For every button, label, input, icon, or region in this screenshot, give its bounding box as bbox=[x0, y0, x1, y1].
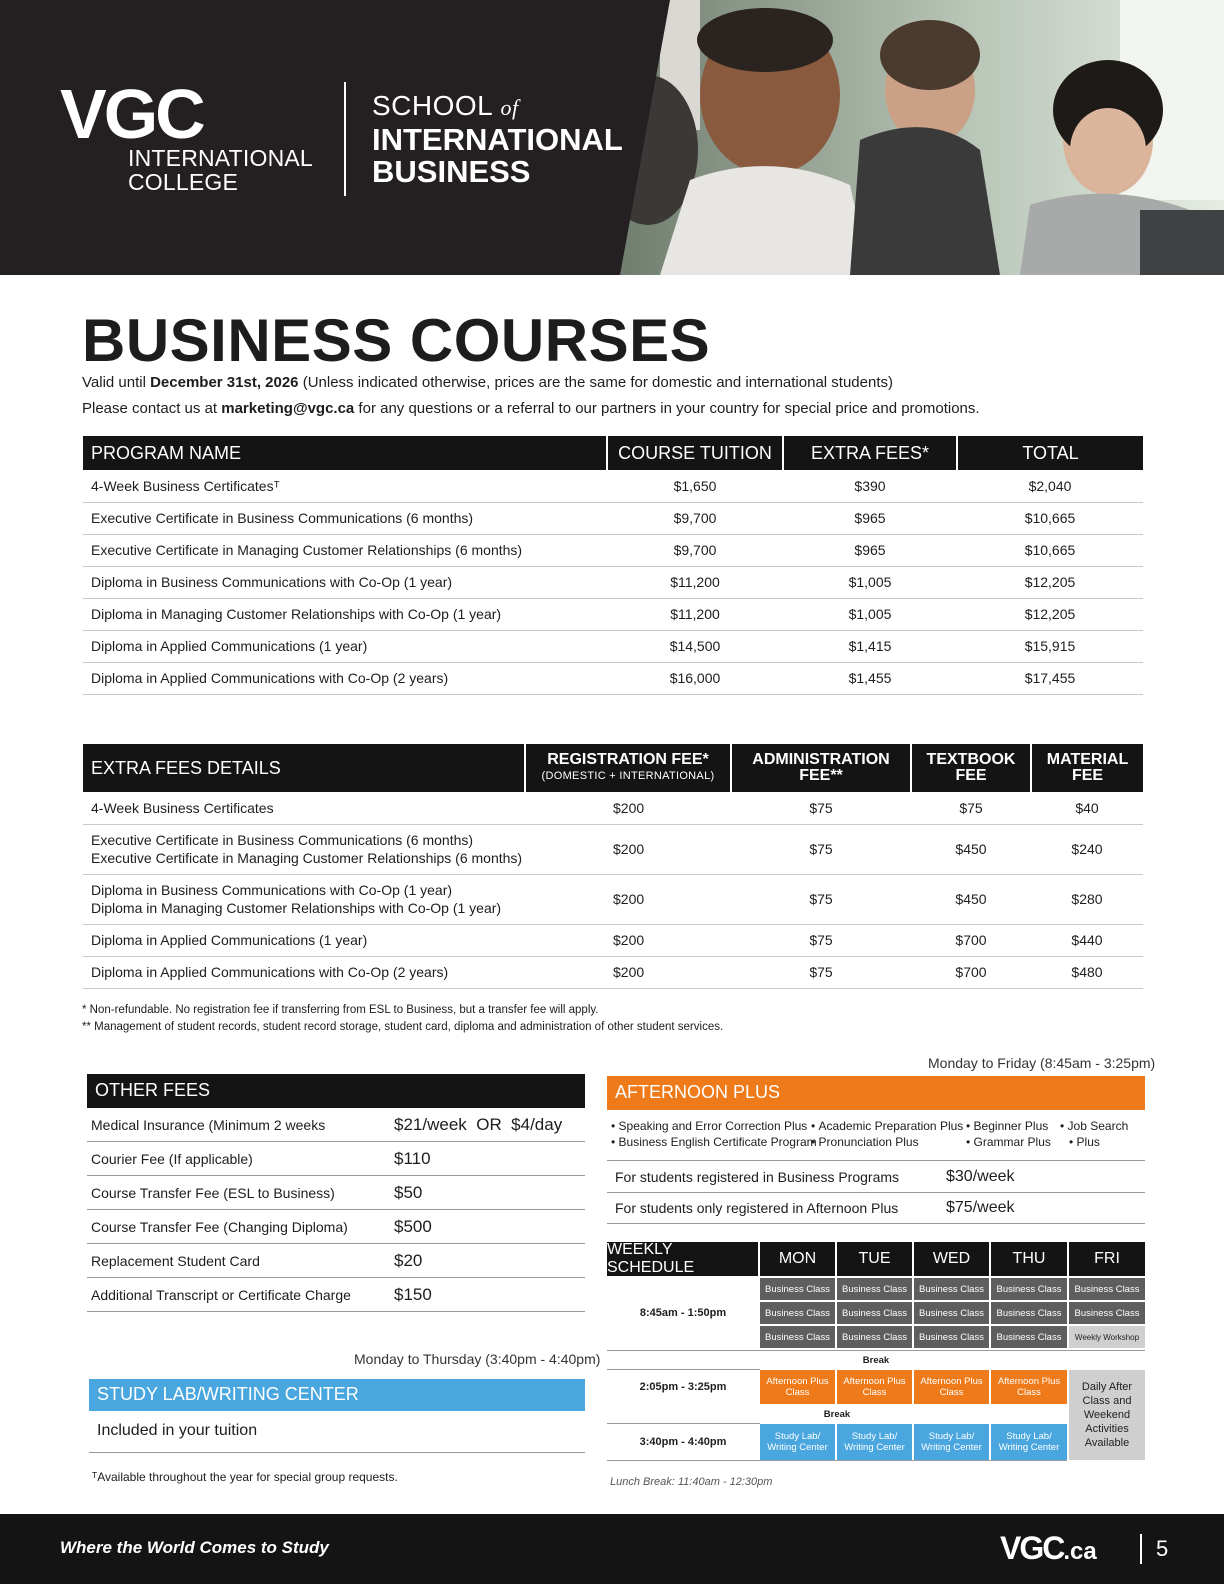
list-item bbox=[87, 1142, 585, 1176]
extra-fees: $1,455 bbox=[783, 662, 957, 694]
contact-post: for any questions or a referral to our partners in your country for special price and promotions. bbox=[354, 400, 980, 417]
admin-header-2: FEE** bbox=[799, 767, 843, 784]
study-lab-heading: STUDY LAB/WRITING CENTER bbox=[89, 1379, 585, 1411]
program-name bbox=[83, 824, 525, 874]
col-program-name: PROGRAM NAME bbox=[83, 436, 607, 470]
afternoon-plus-cell: Afternoon Plus Class bbox=[991, 1370, 1067, 1404]
program-name-line: Executive Certificate in Business Communications (6 months) bbox=[91, 832, 474, 848]
program-item: • Academic Preparation Plus bbox=[811, 1118, 963, 1134]
course-tuition: $14,500 bbox=[607, 630, 783, 662]
program-column bbox=[966, 1118, 1051, 1150]
table-row bbox=[83, 792, 1143, 824]
break-row: Break bbox=[607, 1350, 1145, 1370]
study-lab-cell: Study Lab/ Writing Center bbox=[914, 1424, 989, 1460]
administration-fee: $75 bbox=[731, 924, 911, 956]
lunch-break-note: Lunch Break: 11:40am - 12:30pm bbox=[610, 1476, 773, 1488]
textbook-fee: $450 bbox=[911, 824, 1031, 874]
vgc-logo bbox=[60, 75, 203, 153]
footer-divider bbox=[1140, 1534, 1142, 1564]
extra-fees: $390 bbox=[783, 470, 957, 502]
extra-fees-table bbox=[83, 744, 1143, 989]
administration-fee: $75 bbox=[731, 874, 911, 924]
day-wed: WED bbox=[914, 1242, 989, 1276]
registration-fee: $200 bbox=[525, 874, 731, 924]
extra-fees: $1,415 bbox=[783, 630, 957, 662]
total: $12,205 bbox=[957, 598, 1143, 630]
business-class-cell: Business Class bbox=[1069, 1302, 1145, 1324]
valid-pre: Valid until bbox=[82, 374, 151, 391]
extra-fees: $965 bbox=[783, 534, 957, 566]
footer-logo-ext: .ca bbox=[1063, 1538, 1097, 1565]
program-name bbox=[83, 874, 525, 924]
fee-label: Medical Insurance (Minimum 2 weeks bbox=[91, 1116, 326, 1133]
school-line-2: INTERNATIONAL bbox=[372, 122, 623, 157]
list-item bbox=[87, 1176, 585, 1210]
material-fee: $280 bbox=[1031, 874, 1143, 924]
table-row bbox=[83, 598, 1143, 630]
school-line-1 bbox=[372, 90, 623, 124]
material-header-2: FEE bbox=[1071, 767, 1104, 784]
fee-notes bbox=[82, 1002, 723, 1036]
administration-fee: $75 bbox=[731, 792, 911, 824]
table-row bbox=[83, 924, 1143, 956]
table-row bbox=[83, 662, 1143, 694]
program-name bbox=[83, 956, 525, 988]
afternoon-plus-cell: Afternoon Plus Class bbox=[760, 1370, 835, 1404]
fee-value: $500 bbox=[394, 1216, 432, 1236]
footer-tagline: Where the World Comes to Study bbox=[60, 1538, 329, 1557]
total: $10,665 bbox=[957, 534, 1143, 566]
table-row bbox=[83, 956, 1143, 988]
day-mon: MON bbox=[760, 1242, 835, 1276]
fee-label: Additional Transcript or Certificate Charge bbox=[91, 1286, 351, 1303]
textbook-fee: $75 bbox=[911, 792, 1031, 824]
table-header-row bbox=[83, 744, 1143, 792]
contact-note bbox=[82, 400, 980, 417]
afternoon-plus-price-row bbox=[607, 1192, 1145, 1224]
list-item bbox=[87, 1278, 585, 1312]
weekly-schedule bbox=[607, 1242, 1145, 1472]
program-item: • Grammar Plus bbox=[966, 1134, 1051, 1150]
fee-value: $150 bbox=[394, 1284, 432, 1304]
course-tuition: $9,700 bbox=[607, 502, 783, 534]
col-extra-fees: EXTRA FEES* bbox=[783, 436, 957, 470]
program-column bbox=[1060, 1118, 1128, 1150]
logo-divider bbox=[344, 82, 346, 196]
afternoon-plus-hours: Monday to Friday (8:45am - 3:25pm) bbox=[928, 1055, 1156, 1071]
material-fee: $240 bbox=[1031, 824, 1143, 874]
schedule-rule bbox=[607, 1369, 760, 1370]
day-tue: TUE bbox=[837, 1242, 912, 1276]
program-name-line: Diploma in Business Communications with Co-Op (1 year) bbox=[91, 882, 453, 898]
other-fees-heading: OTHER FEES bbox=[87, 1074, 585, 1108]
program-item: • Speaking and Error Correction Plus bbox=[611, 1118, 817, 1134]
course-tuition: $1,650 bbox=[607, 470, 783, 502]
daily-after-class-cell: Daily After Class and Weekend Activities Available bbox=[1069, 1370, 1145, 1460]
footer bbox=[0, 1514, 1224, 1584]
fee-value: $110 bbox=[394, 1148, 431, 1168]
program-item: • Pronunciation Plus bbox=[811, 1134, 963, 1150]
table-row bbox=[83, 874, 1143, 924]
administration-fee: $75 bbox=[731, 824, 911, 874]
contact-email[interactable]: marketing@vgc.ca bbox=[221, 400, 355, 417]
program-name-line: 4-Week Business Certificates bbox=[91, 799, 274, 816]
logo-text: VGC bbox=[60, 75, 203, 153]
study-lab-body: Included in your tuition bbox=[89, 1413, 585, 1453]
day-fri: FRI bbox=[1069, 1242, 1145, 1276]
business-class-cell: Business Class bbox=[837, 1278, 912, 1300]
table-row bbox=[83, 470, 1143, 502]
school-line-3: BUSINESS bbox=[372, 154, 531, 189]
col-textbook-fee bbox=[911, 744, 1031, 792]
registration-fee: $200 bbox=[525, 924, 731, 956]
program-item-continued: • Plus bbox=[1060, 1134, 1128, 1150]
total: $10,665 bbox=[957, 502, 1143, 534]
program-name-line: Diploma in Applied Communications with Co-Op (2 years) bbox=[91, 964, 449, 980]
program-column bbox=[811, 1118, 963, 1150]
material-fee: $480 bbox=[1031, 956, 1143, 988]
fee-label: Replacement Student Card bbox=[91, 1252, 260, 1269]
business-class-cell: Business Class bbox=[991, 1278, 1067, 1300]
afternoon-plus-heading: AFTERNOON PLUS bbox=[607, 1076, 1145, 1110]
table-row bbox=[83, 566, 1143, 598]
time-slot-afternoon: 2:05pm - 3:25pm bbox=[639, 1381, 727, 1393]
program-name: Diploma in Managing Customer Relationships with Co-Op (1 year) bbox=[83, 598, 607, 630]
program-name: Executive Certificate in Managing Customer Relationships (6 months) bbox=[83, 534, 607, 566]
schedule-bottom-rule bbox=[607, 1460, 1067, 1461]
course-tuition: $11,200 bbox=[607, 598, 783, 630]
price-label: For students only registered in Afternoon Plus bbox=[615, 1200, 899, 1216]
price-label: For students registered in Business Programs bbox=[615, 1168, 900, 1185]
program-name-line: Diploma in Managing Customer Relationships with Co-Op (1 year) bbox=[91, 900, 502, 916]
program-name bbox=[83, 924, 525, 956]
program-item: • Beginner Plus bbox=[966, 1118, 1051, 1134]
business-class-cell: Business Class bbox=[837, 1326, 912, 1348]
program-item: • Business English Certificate Program bbox=[611, 1134, 817, 1150]
logo-subtitle bbox=[128, 146, 313, 194]
list-item bbox=[87, 1210, 585, 1244]
logo-sub-line-2: COLLEGE bbox=[128, 169, 239, 195]
registration-fee: $200 bbox=[525, 824, 731, 874]
school-name bbox=[372, 90, 623, 188]
table-row bbox=[83, 824, 1143, 874]
course-tuition: $9,700 bbox=[607, 534, 783, 566]
total: $15,915 bbox=[957, 630, 1143, 662]
textbook-header-1: TEXTBOOK bbox=[926, 751, 1016, 768]
study-lab-cell: Study Lab/ Writing Center bbox=[760, 1424, 835, 1460]
school-of: of bbox=[500, 95, 519, 120]
page-number: 5 bbox=[1156, 1536, 1169, 1561]
program-name: 4-Week Business Certificatesᵀ bbox=[83, 470, 607, 502]
afternoon-plus-price-row bbox=[607, 1160, 1145, 1192]
program-name bbox=[83, 792, 525, 824]
fee-label: Course Transfer Fee (Changing Diploma) bbox=[91, 1218, 348, 1235]
material-fee: $440 bbox=[1031, 924, 1143, 956]
col-total: TOTAL bbox=[957, 436, 1143, 470]
textbook-fee: $700 bbox=[911, 956, 1031, 988]
contact-pre: Please contact us at bbox=[82, 400, 222, 417]
study-lab-cell: Study Lab/ Writing Center bbox=[991, 1424, 1067, 1460]
fee-value: $21/week OR $4/day bbox=[394, 1114, 563, 1134]
business-class-cell: Business Class bbox=[991, 1326, 1067, 1348]
table-row bbox=[83, 630, 1143, 662]
school-word: SCHOOL bbox=[372, 90, 493, 121]
page-title: BUSINESS COURSES bbox=[82, 307, 711, 374]
textbook-header-2: FEE bbox=[955, 767, 987, 784]
note-management: ** Management of student records, student record storage, student card, diploma and administration of other student services. bbox=[82, 1021, 724, 1033]
total: $12,205 bbox=[957, 566, 1143, 598]
total: $17,455 bbox=[957, 662, 1143, 694]
business-class-cell: Business Class bbox=[760, 1278, 835, 1300]
col-administration-fee bbox=[731, 744, 911, 792]
program-name-line: Diploma in Applied Communications (1 year) bbox=[91, 932, 368, 948]
table-row bbox=[83, 502, 1143, 534]
footer-logo bbox=[1000, 1530, 1097, 1567]
time-slot-study-lab: 3:40pm - 4:40pm bbox=[639, 1436, 727, 1448]
col-material-fee bbox=[1031, 744, 1143, 792]
weekly-workshop-cell: Weekly Workshop bbox=[1069, 1326, 1145, 1348]
list-item bbox=[87, 1108, 585, 1142]
textbook-fee: $700 bbox=[911, 924, 1031, 956]
study-lab-cell: Study Lab/ Writing Center bbox=[837, 1424, 912, 1460]
business-class-cell: Business Class bbox=[1069, 1278, 1145, 1300]
reg-header-sub: (DOMESTIC + INTERNATIONAL) bbox=[541, 770, 715, 782]
program-name-line: Executive Certificate in Managing Customer Relationships (6 months) bbox=[91, 850, 523, 866]
valid-date: December 31st, 2026 bbox=[150, 374, 299, 391]
course-tuition: $11,200 bbox=[607, 566, 783, 598]
textbook-fee: $450 bbox=[911, 874, 1031, 924]
program-item: • Job Search bbox=[1060, 1118, 1128, 1134]
col-course-tuition: COURSE TUITION bbox=[607, 436, 783, 470]
program-name: Diploma in Business Communications with Co-Op (1 year) bbox=[83, 566, 607, 598]
program-name: Executive Certificate in Business Communications (6 months) bbox=[83, 502, 607, 534]
program-column bbox=[611, 1118, 817, 1150]
fee-value: $20 bbox=[394, 1250, 423, 1270]
study-lab-hours: Monday to Thursday (3:40pm - 4:40pm) bbox=[354, 1351, 601, 1367]
extra-fees: $965 bbox=[783, 502, 957, 534]
list-item bbox=[87, 1244, 585, 1278]
note-non-refundable: * Non-refundable. No registration fee if transferring from ESL to Business, but a transfer fee will apply. bbox=[82, 1004, 599, 1016]
table-row bbox=[83, 534, 1143, 566]
business-class-cell: Business Class bbox=[991, 1302, 1067, 1324]
col-registration-fee bbox=[525, 744, 731, 792]
course-tuition: $16,000 bbox=[607, 662, 783, 694]
price-value: $30/week bbox=[946, 1167, 1015, 1185]
business-class-cell: Business Class bbox=[760, 1326, 835, 1348]
business-class-cell: Business Class bbox=[760, 1302, 835, 1324]
material-fee: $40 bbox=[1031, 792, 1143, 824]
reg-header: REGISTRATION FEE* bbox=[547, 751, 709, 768]
business-class-cell: Business Class bbox=[837, 1302, 912, 1324]
business-class-cell: Business Class bbox=[914, 1302, 989, 1324]
header-banner bbox=[0, 0, 1224, 275]
break-row: Break bbox=[823, 1408, 851, 1420]
schedule-grid bbox=[607, 1242, 1145, 1472]
table-header-row bbox=[83, 436, 1143, 470]
logo-sub-line-1: INTERNATIONAL bbox=[128, 145, 313, 171]
schedule-title: WEEKLY SCHEDULE bbox=[607, 1242, 758, 1276]
fee-label: Course Transfer Fee (ESL to Business) bbox=[91, 1184, 335, 1201]
program-name: Diploma in Applied Communications (1 year) bbox=[83, 630, 607, 662]
afternoon-plus-cell: Afternoon Plus Class bbox=[837, 1370, 912, 1404]
business-class-cell: Business Class bbox=[914, 1278, 989, 1300]
extra-fees: $1,005 bbox=[783, 566, 957, 598]
program-name: Diploma in Applied Communications with Co-Op (2 years) bbox=[83, 662, 607, 694]
registration-fee: $200 bbox=[525, 956, 731, 988]
fee-label: Courier Fee (If applicable) bbox=[91, 1150, 253, 1167]
footer-logo-text: VGC bbox=[1000, 1530, 1064, 1566]
validity-note bbox=[82, 374, 893, 391]
afternoon-plus-programs bbox=[611, 1118, 1145, 1160]
valid-post: (Unless indicated otherwise, prices are the same for domestic and international students) bbox=[298, 374, 893, 391]
total: $2,040 bbox=[957, 470, 1143, 502]
administration-fee: $75 bbox=[731, 956, 911, 988]
price-value: $75/week bbox=[946, 1199, 1015, 1216]
schedule-rule bbox=[607, 1423, 760, 1424]
program-fees-table bbox=[83, 436, 1143, 695]
fee-value: $50 bbox=[394, 1182, 423, 1202]
admin-header-1: ADMINISTRATION bbox=[752, 751, 890, 768]
time-slot-morning: 8:45am - 1:50pm bbox=[639, 1307, 727, 1319]
footnote: ᵀAvailable throughout the year for special group requests. bbox=[92, 1470, 398, 1484]
col-extra-fees-details: EXTRA FEES DETAILS bbox=[83, 744, 525, 792]
day-thu: THU bbox=[991, 1242, 1067, 1276]
afternoon-plus-cell: Afternoon Plus Class bbox=[914, 1370, 989, 1404]
students-photo bbox=[600, 0, 1224, 275]
business-class-cell: Business Class bbox=[914, 1326, 989, 1348]
registration-fee: $200 bbox=[525, 792, 731, 824]
extra-fees: $1,005 bbox=[783, 598, 957, 630]
other-fees-list bbox=[87, 1108, 585, 1312]
material-header-1: MATERIAL bbox=[1046, 751, 1129, 768]
